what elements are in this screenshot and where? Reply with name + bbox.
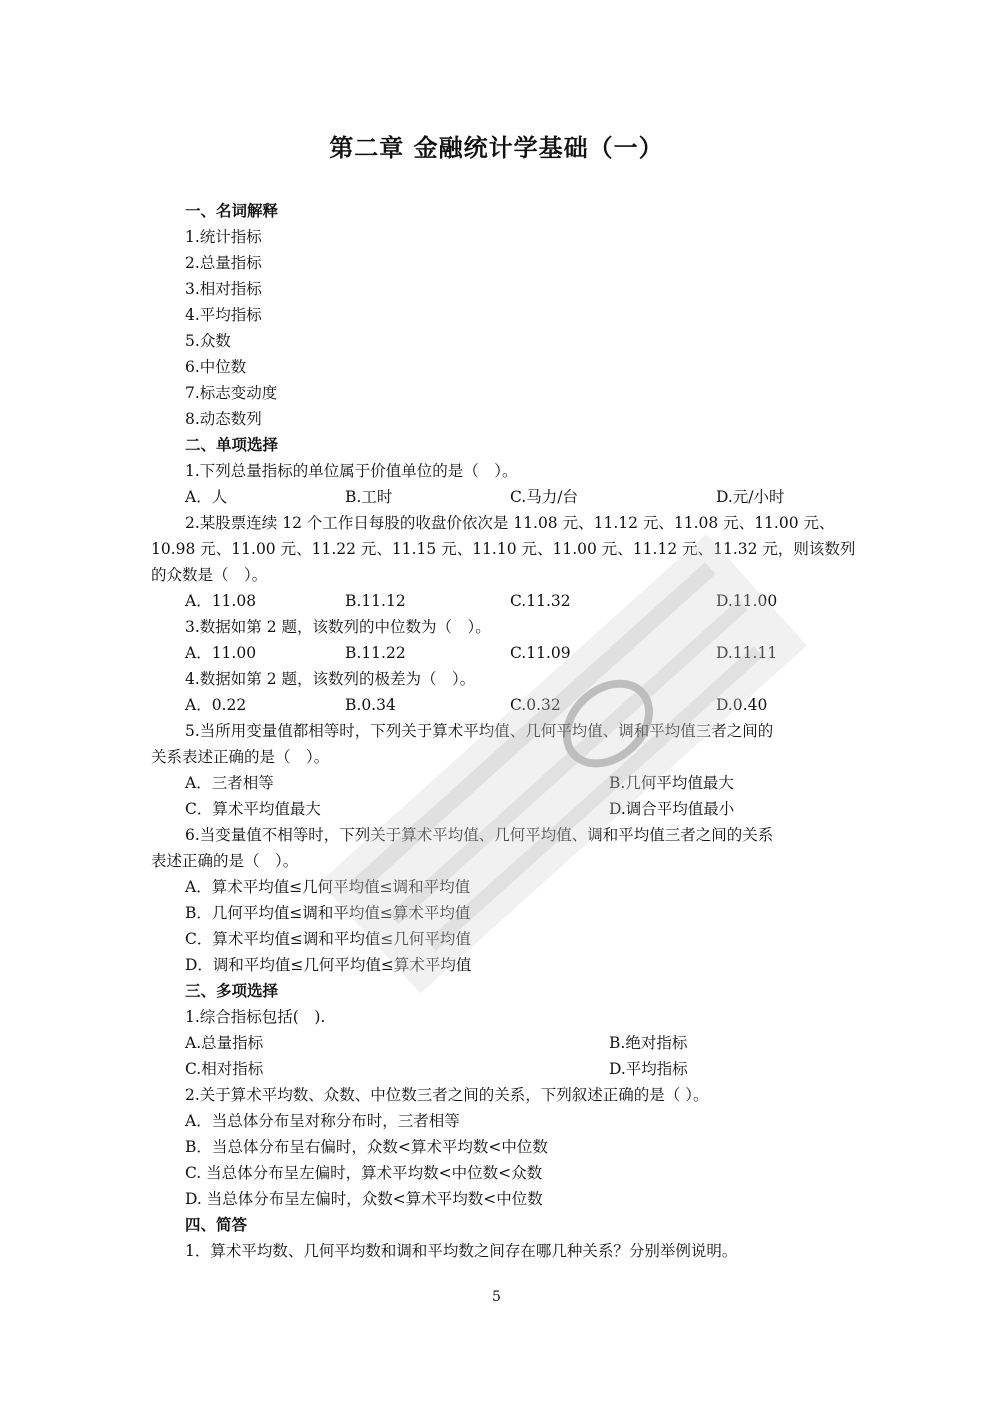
text-line: 5.众数 — [185, 332, 231, 350]
section-heading: 二、单项选择 — [185, 436, 279, 454]
option-row — [151, 796, 851, 822]
option-choice: A．0.22 — [185, 696, 247, 714]
option-choice: D.平均指标 — [609, 1060, 688, 1078]
continuation-line: 关系表述正确的是（ ）。 — [151, 748, 330, 766]
option-choice: B.几何平均值最大 — [609, 774, 734, 792]
chapter-title: 第二章 金融统计学基础（一） — [329, 134, 664, 162]
text-line: 4.数据如第 2 题，该数列的极差为（ ）。 — [185, 670, 476, 688]
option-choice: A．人 — [185, 488, 228, 506]
option-choice: B.11.12 — [345, 592, 406, 610]
text-line: 4.平均指标 — [185, 306, 262, 324]
option-choice: A．11.00 — [185, 644, 257, 662]
text-line: 7.标志变动度 — [185, 384, 278, 402]
section-heading: 一、名词解释 — [185, 202, 279, 220]
text-line: D. 当总体分布呈左偏时，众数<算术平均数<中位数 — [185, 1190, 543, 1208]
option-choice: D.调合平均值最小 — [609, 800, 735, 818]
section-heading: 四、简答 — [185, 1216, 248, 1234]
option-row — [151, 484, 851, 510]
option-choice: C.11.09 — [510, 644, 571, 662]
text-line: 1．算术平均数、几何平均数和调和平均数之间存在哪几种关系？分别举例说明。 — [185, 1242, 738, 1260]
option-choice: B.0.34 — [345, 696, 396, 714]
option-choice: B.11.22 — [345, 644, 406, 662]
text-line: 8.动态数列 — [185, 410, 262, 428]
option-choice: C.马力/台 — [510, 488, 578, 506]
text-line: B．几何平均值≤调和平均值≤算术平均值 — [185, 904, 471, 922]
section-heading: 三、多项选择 — [185, 982, 279, 1000]
text-line: C．算术平均值≤调和平均值≤几何平均值 — [185, 930, 471, 948]
option-choice: C.11.32 — [510, 592, 571, 610]
text-line: 2.总量指标 — [185, 254, 262, 272]
text-line: 6.中位数 — [185, 358, 247, 376]
text-line: 3.相对指标 — [185, 280, 262, 298]
text-line: C. 当总体分布呈左偏时，算术平均数<中位数<众数 — [185, 1164, 543, 1182]
text-line: 2.关于算术平均数、众数、中位数三者之间的关系，下列叙述正确的是（ ）。 — [185, 1086, 709, 1104]
option-choice: A．11.08 — [185, 592, 257, 610]
option-choice: D.11.11 — [716, 644, 778, 662]
option-row — [151, 770, 851, 796]
option-choice: C.相对指标 — [185, 1060, 264, 1078]
option-choice: D.0.40 — [716, 696, 768, 714]
text-line: 1.下列总量指标的单位属于价值单位的是（ ）。 — [185, 462, 518, 480]
option-row — [151, 1030, 851, 1056]
option-choice: B.工时 — [345, 488, 393, 506]
continuation-line: 10.98 元、11.00 元、11.22 元、11.15 元、11.10 元、11.00 元、11.12 元、11.32 元，则该数列 — [151, 540, 856, 558]
text-line: 1.综合指标包括( ). — [185, 1008, 326, 1026]
text-line: 2.某股票连续 12 个工作日每股的收盘价依次是 11.08 元、11.12 元、11.08 元、11.00 元、 — [185, 514, 835, 532]
text-line: A．算术平均值≤几何平均值≤调和平均值 — [185, 878, 471, 896]
option-row — [151, 1056, 851, 1082]
option-choice: C．算术平均值最大 — [185, 800, 321, 818]
text-line: 1.统计指标 — [185, 228, 262, 246]
option-choice: A．三者相等 — [185, 774, 274, 792]
page-number: 5 — [492, 1289, 501, 1305]
exercise-content — [151, 198, 856, 1264]
text-line: B．当总体分布呈右偏时，众数<算术平均数<中位数 — [185, 1138, 548, 1156]
option-choice: C.0.32 — [510, 696, 561, 714]
text-line: A．当总体分布呈对称分布时，三者相等 — [185, 1112, 460, 1130]
text-line: D．调和平均值≤几何平均值≤算术平均值 — [185, 956, 472, 974]
continuation-line: 表述正确的是（ ）。 — [151, 852, 299, 870]
option-row — [151, 692, 851, 718]
option-choice: A.总量指标 — [185, 1034, 264, 1052]
option-choice: D.11.00 — [716, 592, 778, 610]
text-line: 3.数据如第 2 题，该数列的中位数为（ ）。 — [185, 618, 491, 636]
option-choice: D.元/小时 — [716, 488, 785, 506]
option-choice: B.绝对指标 — [609, 1034, 688, 1052]
text-line: 6.当变量值不相等时，下列关于算术平均值、几何平均值、调和平均值三者之间的关系 — [185, 826, 774, 844]
text-line: 5.当所用变量值都相等时，下列关于算术平均值、几何平均值、调和平均值三者之间的 — [185, 722, 774, 740]
option-row — [151, 588, 851, 614]
option-row — [151, 640, 851, 666]
continuation-line: 的众数是（ ）。 — [151, 566, 268, 584]
